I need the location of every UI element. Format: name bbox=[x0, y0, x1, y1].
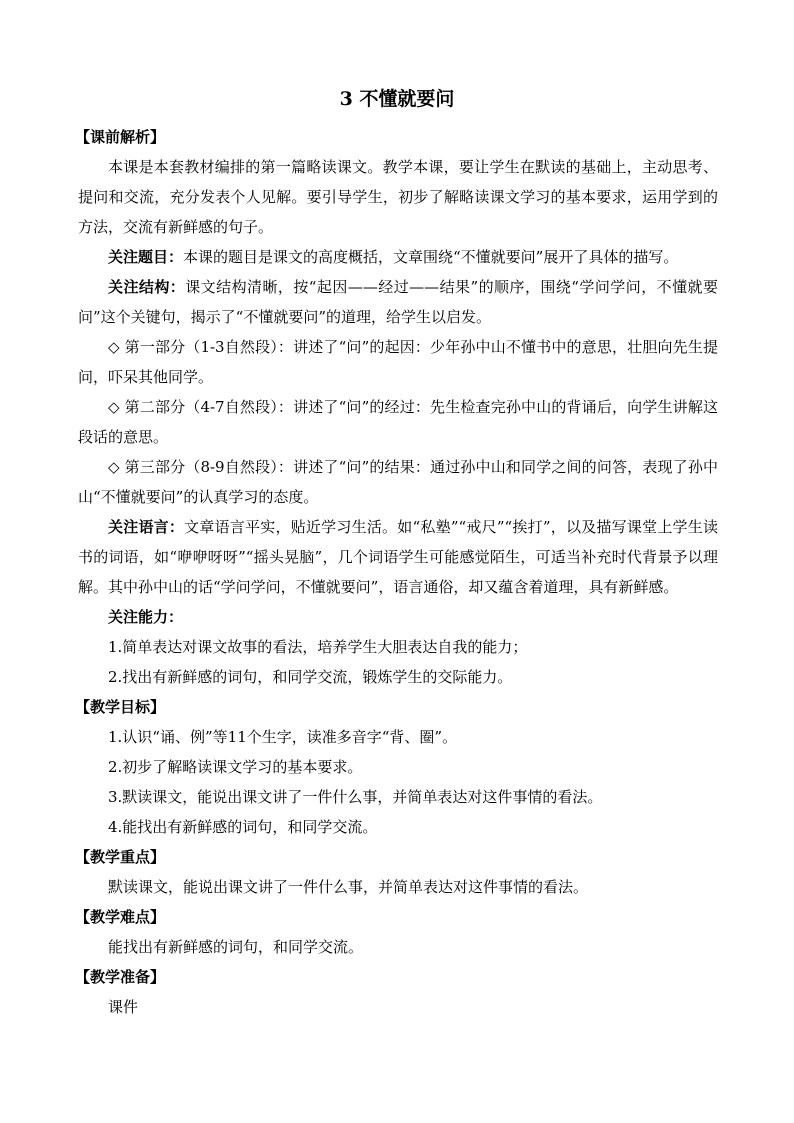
focus-structure-paragraph bbox=[78, 272, 718, 332]
section-heading-key-points: 【教学重点】 bbox=[75, 848, 166, 866]
goal-item-1: 1.认识“诵、例”等11个生字，读准多音字“背、圈”。 bbox=[108, 728, 458, 746]
focus-title-paragraph bbox=[78, 242, 718, 272]
goal-item-3: 3.默读课文，能说出课文讲了一件什么事，并简单表达对这件事情的看法。 bbox=[108, 788, 603, 806]
focus-structure-label: 关注结构： bbox=[108, 278, 186, 296]
page-title: 3 不懂就要问 bbox=[339, 88, 455, 110]
focus-title-text: 本课的题目是课文的高度概括，文章围绕“不懂就要问”展开了具体的描写。 bbox=[183, 248, 679, 266]
section-heading-difficulties: 【教学难点】 bbox=[75, 908, 166, 926]
intro-paragraph: 本课是本套教材编排的第一篇略读课文。教学本课，要让学生在默读的基础上，主动思考、提问和交流，充分发表个人见解。要引导学生，初步了解略读课文学习的基本要求，运用学到的方法，交流有新鲜感的句子。 bbox=[78, 158, 718, 236]
part-2-paragraph: ◇ 第二部分（4-7自然段）：讲述了“问”的经过：先生检查完孙中山的背诵后，向学生讲解这段话的意思。 bbox=[78, 398, 718, 446]
part-1-paragraph: ◇ 第一部分（1-3自然段）：讲述了“问”的起因：少年孙中山不懂书中的意思，壮胆向先生提问，吓呆其他同学。 bbox=[78, 338, 718, 386]
focus-title-label: 关注题目： bbox=[108, 248, 184, 266]
preparation-text: 课件 bbox=[108, 998, 139, 1016]
part-3-paragraph: ◇ 第三部分（8-9自然段）：讲述了“问”的结果：通过孙中山和同学之间的问答，表现了孙中山“不懂就要问”的认真学习的态度。 bbox=[78, 458, 718, 506]
document-body bbox=[75, 122, 718, 1022]
goal-item-4: 4.能找出有新鲜感的词句，和同学交流。 bbox=[108, 818, 378, 836]
section-heading-pre-analysis: 【课前解析】 bbox=[75, 128, 166, 146]
ability-item-2: 2.找出有新鲜感的词句，和同学交流，锻炼学生的交际能力。 bbox=[108, 668, 513, 686]
focus-language-label: 关注语言： bbox=[108, 518, 185, 536]
ability-item-1: 1.简单表达对课文故事的看法，培养学生大胆表达自我的能力； bbox=[108, 638, 528, 656]
section-heading-preparation: 【教学准备】 bbox=[75, 968, 166, 986]
difficulties-text: 能找出有新鲜感的词句，和同学交流。 bbox=[108, 938, 364, 956]
focus-ability-label: 关注能力： bbox=[108, 608, 184, 626]
section-heading-goals: 【教学目标】 bbox=[75, 698, 166, 716]
focus-structure-text: 课文结构清晰，按“起因——经过——结果”的顺序，围绕“学问学问，不懂就要问”这个关键句，揭示了“不懂就要问”的道理，给学生以启发。 bbox=[78, 278, 718, 326]
goal-item-2: 2.初步了解略读课文学习的基本要求。 bbox=[108, 758, 363, 776]
focus-language-paragraph bbox=[78, 512, 718, 602]
key-points-text: 默读课文，能说出课文讲了一件什么事，并简单表达对这件事情的看法。 bbox=[108, 878, 589, 896]
focus-language-text: 文章语言平实，贴近学习生活。如“私塾”“戒尺”“挨打”，以及描写课堂上学生读书的词语，如“咿咿呀呀”“摇头晃脑”，几个词语学生可能感觉陌生，可适当补充时代背景予以理解。其中孙中山的话“学问学问，不懂就要问”，语言通俗，却又蕴含着道理，具有新鲜感。 bbox=[78, 518, 718, 596]
